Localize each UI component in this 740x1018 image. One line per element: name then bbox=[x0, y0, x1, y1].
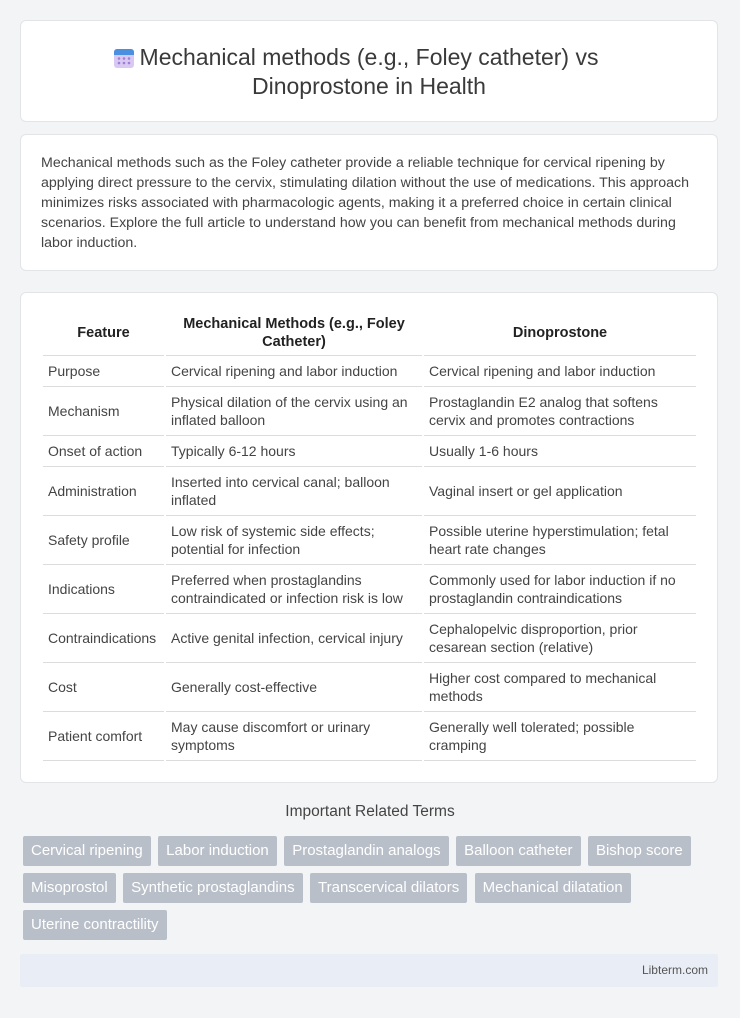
term-tag[interactable]: Uterine contractility bbox=[23, 910, 167, 940]
row-mechanical: Preferred when prostaglandins contraindicated or infection risk is low bbox=[166, 565, 422, 614]
table-row bbox=[43, 712, 696, 761]
table-row bbox=[43, 436, 696, 467]
table-row bbox=[43, 387, 696, 436]
row-dinoprostone: Higher cost compared to mechanical methods bbox=[424, 663, 696, 712]
page-title bbox=[21, 43, 717, 101]
row-mechanical: Typically 6-12 hours bbox=[166, 436, 422, 467]
related-terms-list bbox=[23, 836, 723, 947]
intro-text: Mechanical methods such as the Foley catheter provide a reliable technique for cervical ripening by applying direct pressure to the cervix, stimulating dilation without the use of medications. This approach minimizes risks associated with pharmacologic agents, making it a preferred choice in certain clinical scenarios. Explore the full article to understand how you can benefit from mechanical methods during labor induction. bbox=[41, 155, 689, 251]
row-dinoprostone: Commonly used for labor induction if no prostaglandin contraindications bbox=[424, 565, 696, 614]
table-row bbox=[43, 516, 696, 565]
row-feature: Purpose bbox=[43, 356, 164, 387]
term-tag[interactable]: Prostaglandin analogs bbox=[284, 836, 448, 866]
row-dinoprostone: Usually 1-6 hours bbox=[424, 436, 696, 467]
term-tag[interactable]: Transcervical dilators bbox=[310, 873, 467, 903]
row-dinoprostone: Possible uterine hyperstimulation; fetal heart rate changes bbox=[424, 516, 696, 565]
page-title-line-1: Mechanical methods (e.g., Foley catheter) vs bbox=[139, 44, 599, 70]
row-feature: Administration bbox=[43, 467, 164, 516]
row-feature: Contraindications bbox=[43, 614, 164, 663]
row-dinoprostone: Generally well tolerated; possible cramping bbox=[424, 712, 696, 761]
row-feature: Onset of action bbox=[43, 436, 164, 467]
row-dinoprostone: Prostaglandin E2 analog that softens cervix and promotes contractions bbox=[424, 387, 696, 436]
row-mechanical: May cause discomfort or urinary symptoms bbox=[166, 712, 422, 761]
row-mechanical: Generally cost-effective bbox=[166, 663, 422, 712]
header-mechanical: Mechanical Methods (e.g., Foley Catheter) bbox=[166, 311, 422, 356]
row-feature: Indications bbox=[43, 565, 164, 614]
term-tag[interactable]: Balloon catheter bbox=[456, 836, 580, 866]
row-mechanical: Physical dilation of the cervix using an inflated balloon bbox=[166, 387, 422, 436]
row-feature: Mechanism bbox=[43, 387, 164, 436]
term-tag[interactable]: Labor induction bbox=[158, 836, 277, 866]
term-tag[interactable]: Misoprostol bbox=[23, 873, 116, 903]
row-mechanical: Low risk of systemic side effects; potential for infection bbox=[166, 516, 422, 565]
header-card bbox=[20, 20, 718, 122]
term-tag[interactable]: Cervical ripening bbox=[23, 836, 151, 866]
row-dinoprostone: Vaginal insert or gel application bbox=[424, 467, 696, 516]
row-mechanical: Cervical ripening and labor induction bbox=[166, 356, 422, 387]
row-dinoprostone: Cephalopelvic disproportion, prior cesarean section (relative) bbox=[424, 614, 696, 663]
term-tag[interactable]: Mechanical dilatation bbox=[475, 873, 631, 903]
row-dinoprostone: Cervical ripening and labor induction bbox=[424, 356, 696, 387]
table-header-row bbox=[43, 311, 696, 356]
table-row bbox=[43, 356, 696, 387]
table-row bbox=[43, 467, 696, 516]
footer-site-link[interactable]: Libterm.com bbox=[641, 963, 708, 977]
comparison-table bbox=[41, 311, 698, 761]
table-row bbox=[43, 565, 696, 614]
header-feature: Feature bbox=[43, 311, 164, 356]
term-tag[interactable]: Bishop score bbox=[588, 836, 691, 866]
comparison-table-card bbox=[20, 292, 718, 783]
related-terms-title: Important Related Terms bbox=[285, 803, 455, 820]
footer bbox=[20, 954, 718, 987]
page-title-line-2: Dinoprostone in Health bbox=[252, 73, 486, 99]
row-feature: Patient comfort bbox=[43, 712, 164, 761]
table-row bbox=[43, 663, 696, 712]
term-tag[interactable]: Synthetic prostaglandins bbox=[123, 873, 302, 903]
intro-card bbox=[20, 134, 718, 271]
header-dinoprostone: Dinoprostone bbox=[424, 311, 696, 356]
row-mechanical: Active genital infection, cervical injury bbox=[166, 614, 422, 663]
row-mechanical: Inserted into cervical canal; balloon inflated bbox=[166, 467, 422, 516]
row-feature: Safety profile bbox=[43, 516, 164, 565]
row-feature: Cost bbox=[43, 663, 164, 712]
table-row bbox=[43, 614, 696, 663]
